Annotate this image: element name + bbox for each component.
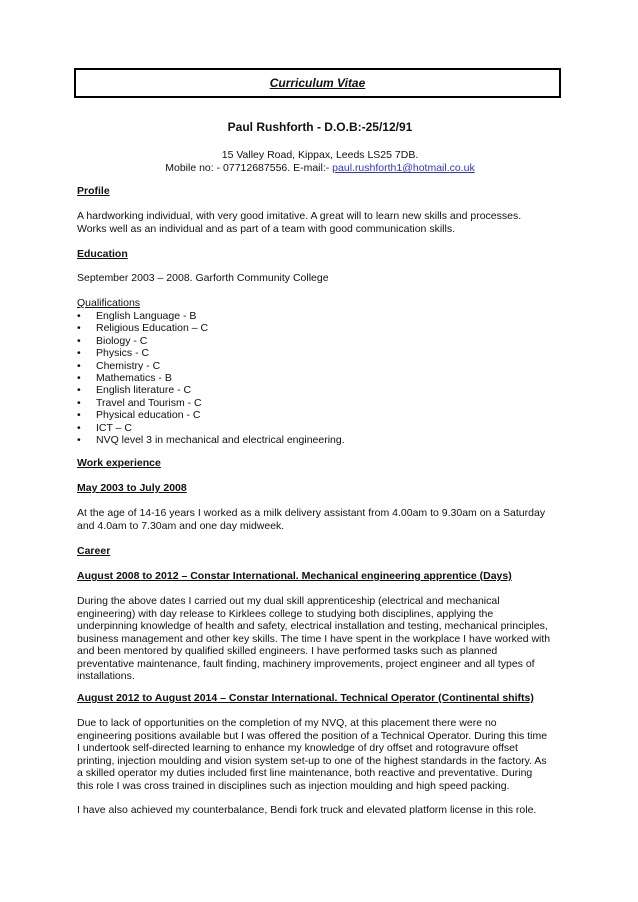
bullet-icon: • [77,433,81,446]
bullet-icon: • [77,421,81,434]
bullet-icon: • [77,322,81,335]
profile-heading: Profile [77,185,110,197]
work-experience-job-heading: May 2003 to July 2008 [77,482,187,494]
list-item: • Chemistry - C [77,359,161,372]
work-experience-line-2: and 4.0am to 7.30am and one day midweek. [77,520,285,532]
work-experience-line-1: At the age of 14-16 years I worked as a milk delivery assistant from 4.00am to 9.30am on a Saturday [77,507,546,519]
career-job1-line: installations. [77,670,135,682]
career-heading: Career [77,545,111,557]
address-line: 15 Valley Road, Kippax, Leeds LS25 7DB. [221,149,419,161]
list-item: • English Language - B [77,310,197,322]
career-job2-line: Due to lack of opportunities on the completion of my NVQ, at this placement there were no [77,717,497,729]
education-school: September 2003 – 2008. Garforth Community College [77,272,329,284]
title-box [74,68,561,98]
bullet-icon: • [77,384,81,397]
career-job2-line: engineering positions available but I was offered the position of a Technical Operator. During this time [77,729,548,742]
career-job1-line: underpinning knowledge of health and safety, electrical installation and testing, mechanical principles, [77,620,548,632]
career-job1-line: and been mentored by qualified skilled engineers. I have performed tasks such as planned [77,645,498,657]
list-item: • Physical education - C [77,409,201,422]
bullet-icon: • [77,409,81,422]
list-item: • Travel and Tourism - C [77,396,202,409]
career-job2-line: this role I was cross trained in disciplines such as injection moulding and high speed packing. [77,779,510,792]
cv-title: Curriculum Vitae [269,76,366,90]
mobile-number-text: Mobile no: - 07712687556. E-mail:- [165,162,333,174]
career-job1-heading: August 2008 to 2012 – Constar International. Mechanical engineering apprentice (Days) [77,570,512,582]
list-item: • Mathematics - B [77,371,172,384]
bullet-icon: • [77,359,81,372]
list-item: • NVQ level 3 in mechanical and electrical engineering. [77,433,345,446]
career-job2-line: a skilled operator my duties included first line maintenance, both reactive and preventative. During [77,767,533,779]
bullet-icon: • [77,371,81,384]
bullet-icon: • [77,396,81,409]
list-item: • Physics - C [77,347,150,360]
list-item: • Biology - C [77,334,148,347]
profile-text-line-1: A hardworking individual, with very good imitative. A great will to learn new skills and processes. [77,210,522,222]
bullet-icon: • [77,347,81,360]
career-job2-line: I undertook self-directed learning to enhance my knowledge of dry offset and rotogravure offset [77,742,518,754]
career-job1-line: preventative maintenance, fault finding, machinery improvements, project engineer and all types of [77,657,535,670]
work-experience-heading: Work experience [77,457,161,469]
email-link[interactable]: paul.rushforth1@hotmail.co.uk [332,162,475,174]
qualifications-list [77,310,563,446]
bullet-icon: • [77,310,81,322]
profile-text-line-2: Works well as an individual and as part of a team with good communication skills. [77,223,455,235]
qualifications-label: Qualifications [77,297,141,309]
career-job1-line: business management and other key skills. The time I have spent in the workplace I have worked with [77,632,551,645]
list-item: • Religious Education – C [77,322,209,335]
career-job2-licenses: I have also achieved my counterbalance, Bendi fork truck and elevated platform license in this role. [77,804,537,816]
bullet-icon: • [77,334,81,347]
career-job1-line: During the above dates I carried out my dual skill apprenticeship (electrical and mechanical [77,595,500,607]
career-job2-line: printing, injection moulding and vision system set-up to one of the highest standards in the factory. As [77,754,547,767]
contact-line [77,162,563,175]
career-job1-line: engineering) with day release to Kirklees college to studying both disciplines, applying the [77,607,494,620]
education-heading: Education [77,248,128,260]
name-dob-heading: Paul Rushforth - D.O.B:-25/12/91 [227,120,413,134]
list-item: • ICT – C [77,421,132,434]
list-item: • English literature - C [77,384,192,397]
career-job2-heading: August 2012 to August 2014 – Constar International. Technical Operator (Continental shifts) [77,692,534,704]
